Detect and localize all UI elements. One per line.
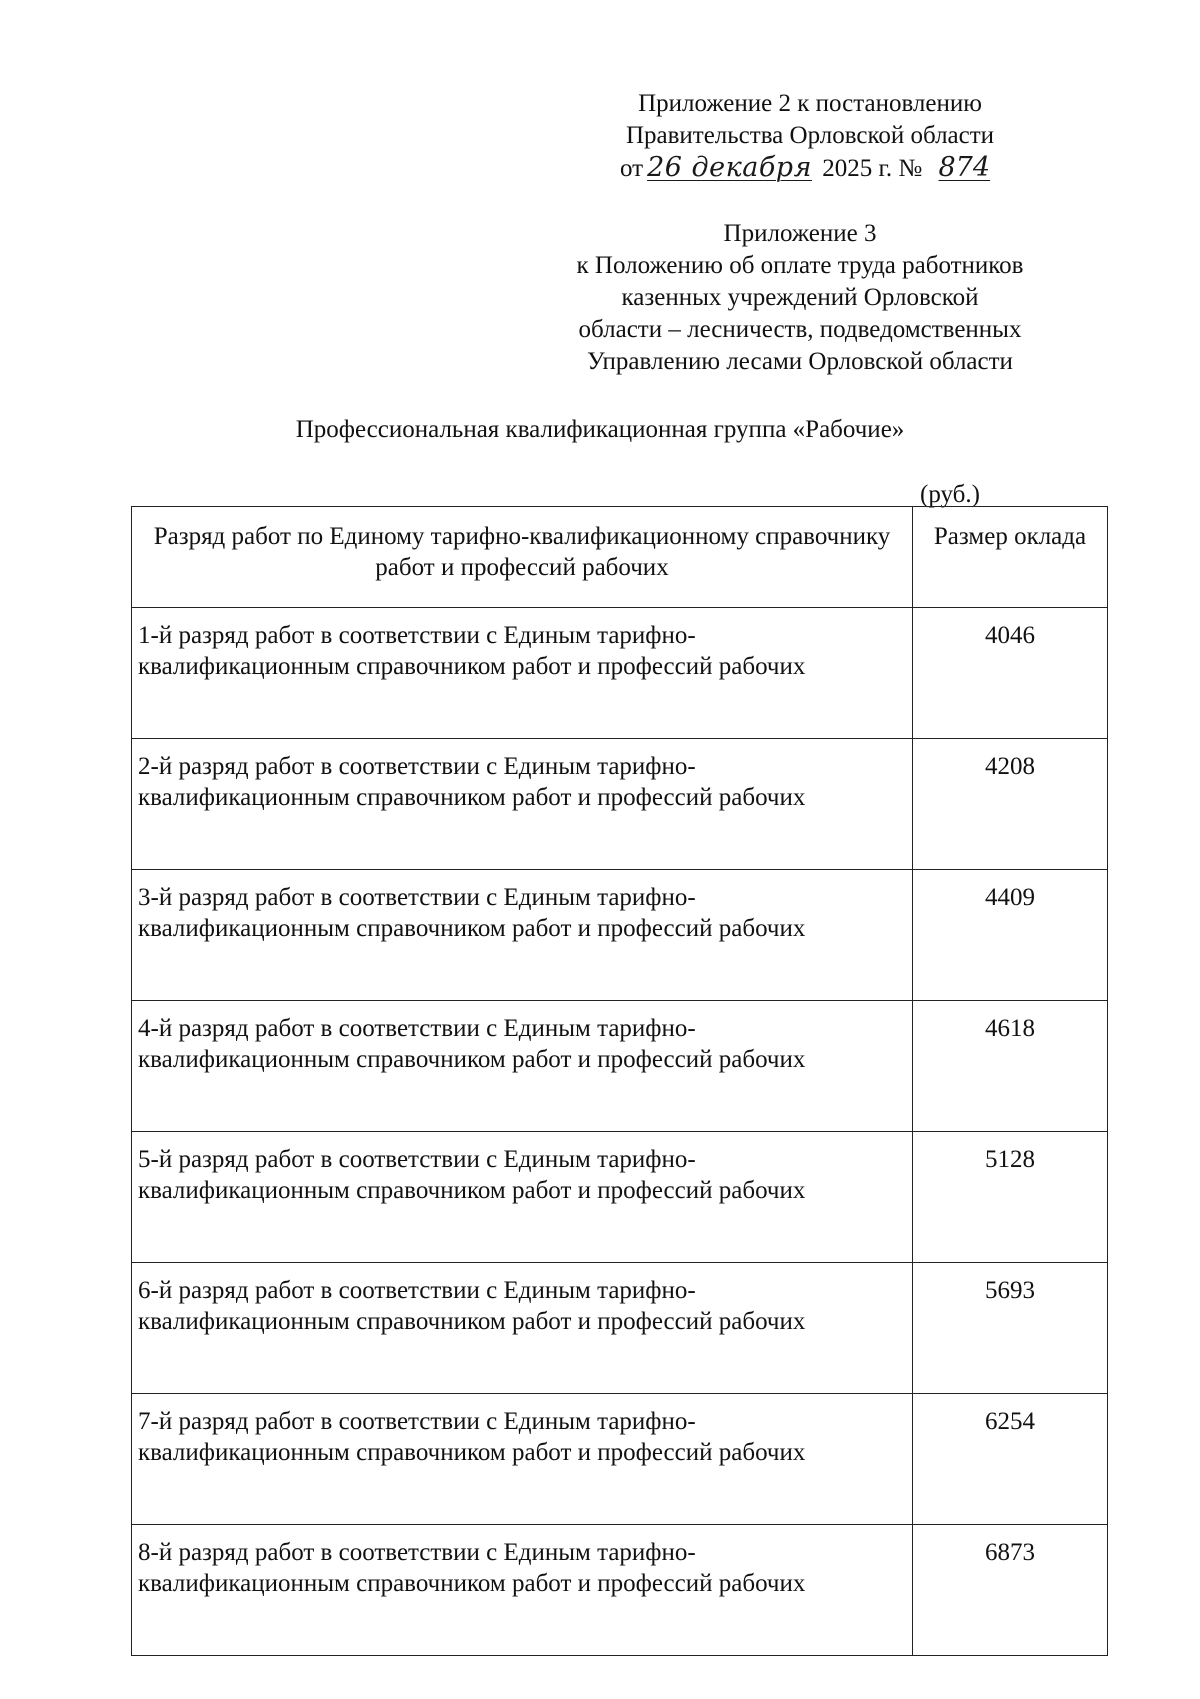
- salary-table: [131, 506, 1108, 1656]
- table-row: [132, 870, 1108, 1001]
- grade-cell: 4-й разряд работ в соответствии с Единым тарифно-квалификационным справочником работ и профессий рабочих: [132, 1001, 913, 1132]
- table-row: [132, 1263, 1108, 1394]
- grade-cell: 1-й разряд работ в соответствии с Единым тарифно-квалификационным справочником работ и профессий рабочих: [132, 608, 913, 739]
- table-row: [132, 1001, 1108, 1132]
- date-prefix: от: [619, 155, 644, 182]
- salary-cell: 4618: [913, 1001, 1108, 1132]
- salary-cell: 4409: [913, 870, 1108, 1001]
- table-header-row: [132, 507, 1108, 608]
- salary-cell: 5693: [913, 1263, 1108, 1394]
- grade-cell: 3-й разряд работ в соответствии с Единым тарифно-квалификационным справочником работ и профессий рабочих: [132, 870, 913, 1001]
- grade-cell: 6-й разряд работ в соответствии с Единым тарифно-квалификационным справочником работ и профессий рабочих: [132, 1263, 913, 1394]
- appendix-3-line: Управлению лесами Орловской области: [587, 348, 1013, 375]
- handwritten-date: 26 декабря: [647, 152, 812, 183]
- salary-cell: 6254: [913, 1394, 1108, 1525]
- table-row: [132, 739, 1108, 870]
- salary-cell: 4046: [913, 608, 1108, 739]
- table-row: [132, 1525, 1108, 1656]
- column-header-salary: Размер оклада: [913, 507, 1108, 608]
- appendix-2-title: Приложение 2 к постановлению: [638, 90, 982, 117]
- appendix-3-header: [530, 218, 1070, 378]
- appendix-2-date-line: [560, 152, 1060, 185]
- grade-cell: 8-й разряд работ в соответствии с Единым тарифно-квалификационным справочником работ и профессий рабочих: [132, 1525, 913, 1656]
- table-row: [132, 1132, 1108, 1263]
- grade-cell: 5-й разряд работ в соответствии с Единым тарифно-квалификационным справочником работ и профессий рабочих: [132, 1132, 913, 1263]
- appendix-2-header: [560, 88, 1060, 185]
- grade-cell: 2-й разряд работ в соответствии с Единым тарифно-квалификационным справочником работ и профессий рабочих: [132, 739, 913, 870]
- salary-cell: 4208: [913, 739, 1108, 870]
- group-title: Профессиональная квалификационная группа «Рабочие»: [295, 416, 905, 443]
- year-and-number-label: 2025 г. №: [822, 155, 923, 182]
- salary-cell: 6873: [913, 1525, 1108, 1656]
- currency-note: (руб.): [920, 481, 980, 508]
- appendix-3-line: казенных учреждений Орловской: [621, 284, 979, 311]
- appendix-2-issuer: Правительства Орловской области: [625, 122, 995, 149]
- appendix-3-line: области – лесничеств, подведомственных: [578, 316, 1022, 343]
- appendix-3-line: Приложение 3: [723, 220, 877, 247]
- handwritten-number: 874: [938, 152, 991, 183]
- salary-cell: 5128: [913, 1132, 1108, 1263]
- grade-cell: 7-й разряд работ в соответствии с Единым тарифно-квалификационным справочником работ и профессий рабочих: [132, 1394, 913, 1525]
- table-row: [132, 608, 1108, 739]
- appendix-3-line: к Положению об оплате труда работников: [576, 252, 1024, 279]
- table-row: [132, 1394, 1108, 1525]
- column-header-grade: Разряд работ по Единому тарифно-квалификационному справочнику работ и профессий рабочих: [132, 507, 913, 608]
